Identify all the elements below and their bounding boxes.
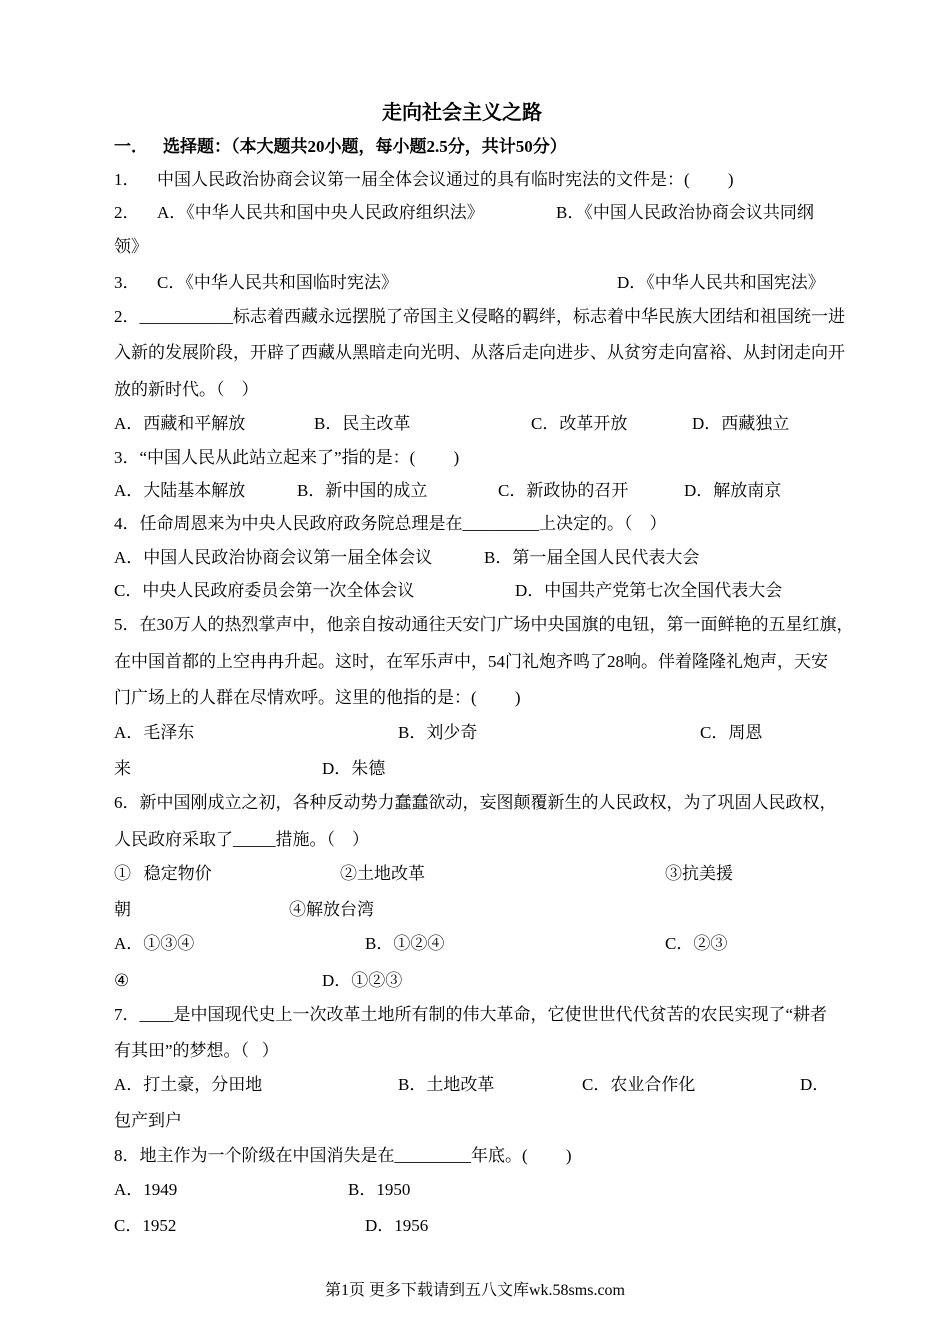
footer-page-info: 第1页 更多下载请到五八文库wk.58sms.com (324, 1282, 625, 1299)
question-6-item-3: ③抗美援 (665, 864, 733, 883)
question-2-stem-line-2: 入新的发展阶段，开辟了西藏从黑暗走向光明、从落后走向进步、从贫穷走向富裕、从封闭走向开 (114, 343, 845, 362)
question-3-stem: 3．“中国人民从此站立起来了”指的是：( ) (114, 448, 460, 467)
question-4-option-c: C．中央人民政府委员会第一次全体会议 (114, 581, 415, 600)
question-8-option-d: D．1956 (365, 1216, 429, 1235)
question-3-option-d: D．解放南京 (684, 481, 782, 500)
question-7-option-d-continued: 包产到户 (114, 1111, 182, 1130)
question-5-option-c-continued: 来 (114, 759, 131, 778)
question-8-stem: 8．地主作为一个阶级在中国消失是在_________年底。( ) (114, 1146, 572, 1165)
question-1-option-b-continued: 领》 (114, 237, 148, 256)
question-5-stem-line-1: 5．在30万人的热烈掌声中，他亲自按动通往天安门广场中央国旗的电钮，第一面鲜艳的五星红旗， (114, 615, 854, 634)
question-7-option-c: C．农业合作化 (582, 1075, 696, 1094)
question-6-item-1: ① 稳定物价 (114, 864, 212, 883)
question-1-option-c: C．《中华人民共和国临时宪法》 (157, 273, 398, 292)
question-4-option-b: B．第一届全国人民代表大会 (484, 548, 700, 567)
question-6-option-a: A．①③④ (114, 934, 195, 953)
question-1-option-b: B．《中国人民政治协商会议共同纲 (556, 203, 814, 222)
question-5-option-b: B．刘少奇 (398, 723, 478, 742)
section-heading: 选择题：（本大题共20小题，每小题2.5分，共计50分） (163, 137, 567, 156)
question-7-option-d: D． (800, 1075, 830, 1094)
question-8-option-a: A．1949 (114, 1180, 178, 1199)
question-6-option-c: C．②③ (665, 934, 728, 953)
question-1-number: 1． (114, 170, 140, 189)
question-6-item-3-continued: 朝 (114, 900, 131, 919)
question-6-item-4: ④解放台湾 (289, 900, 374, 919)
question-3-option-c: C．新政协的召开 (498, 481, 629, 500)
question-4-option-d: D．中国共产党第七次全国代表大会 (515, 581, 783, 600)
section-number: 一． (114, 137, 148, 156)
question-7-option-a: A．打土豪，分田地 (114, 1075, 263, 1094)
question-4-option-a: A．中国人民政治协商会议第一届全体会议 (114, 548, 433, 567)
page-title: 走向社会主义之路 (382, 102, 542, 124)
question-4-stem: 4．任命周恩来为中央人民政府政务院总理是在_________上决定的。（ ） (114, 514, 667, 533)
question-2-option-a: A．西藏和平解放 (114, 414, 246, 433)
question-3-option-b: B．新中国的成立 (297, 481, 428, 500)
question-5-option-a: A．毛泽东 (114, 723, 195, 742)
question-6-option-d: D．①②③ (322, 971, 403, 990)
question-5-option-c: C．周恩 (700, 723, 763, 742)
question-1-stem: 中国人民政治协商会议第一届全体会议通过的具有临时宪法的文件是：( ) (157, 170, 734, 189)
question-3-option-a: A．大陆基本解放 (114, 481, 246, 500)
question-6-stem-line-1: 6．新中国刚成立之初，各种反动势力蠢蠢欲动，妄图颠覆新生的人民政权，为了巩固人民政权， (114, 793, 837, 812)
list-number-3: 3． (114, 273, 140, 292)
question-5-stem-line-2: 在中国首都的上空冉冉升起。这时，在军乐声中，54门礼炮齐鸣了28响。伴着隆隆礼炮声，天安 (114, 652, 828, 671)
question-6-option-b: B．①②④ (365, 934, 445, 953)
question-2-option-c: C．改革开放 (531, 414, 628, 433)
question-2-stem-line-3: 放的新时代。（ ） (114, 380, 259, 399)
question-8-option-c: C．1952 (114, 1216, 177, 1235)
question-7-option-b: B．土地改革 (398, 1075, 495, 1094)
question-7-stem-line-2: 有其田”的梦想。（ ） (114, 1041, 279, 1060)
question-1-option-d: D．《中华人民共和国宪法》 (617, 273, 825, 292)
question-5-stem-line-3: 门广场上的人群在尽情欢呼。这里的他指的是：( ) (114, 688, 521, 707)
question-1-option-a: A．《中华人民共和国中央人民政府组织法》 (157, 203, 484, 222)
question-6-stem-line-2: 人民政府采取了_____措施。（ ） (114, 830, 369, 849)
question-6-option-c-continued: ④ (114, 971, 130, 990)
question-2-stem-line-1: 2．___________标志着西藏永远摆脱了帝国主义侵略的羁绊，标志着中华民族大团结和祖国统一进 (114, 307, 845, 326)
list-number-2: 2． (114, 203, 140, 222)
question-2-option-d: D．西藏独立 (692, 414, 790, 433)
question-2-option-b: B．民主改革 (314, 414, 411, 433)
question-8-option-b: B．1950 (348, 1180, 411, 1199)
question-5-option-d: D．朱德 (322, 759, 386, 778)
question-6-item-2: ②土地改革 (340, 864, 425, 883)
question-7-stem-line-1: 7．____是中国现代史上一次改革土地所有制的伟大革命，它使世世代代贫苦的农民实现了“耕者 (114, 1005, 828, 1024)
